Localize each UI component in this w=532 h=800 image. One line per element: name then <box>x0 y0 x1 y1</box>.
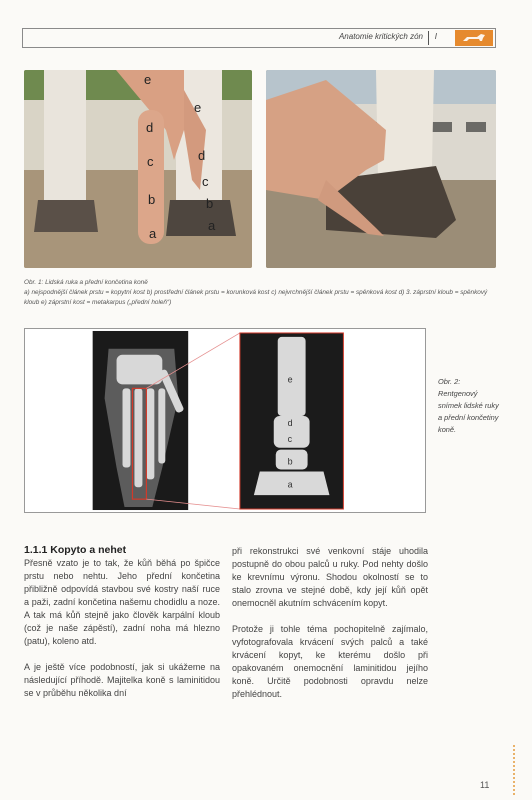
paragraph: Protože ji tohle téma pochopitelně zajímalo, vyfotografovala krvácení svých palců a také krvácení kopyt, ke kterému došlo při opakovaném onemocnění laminitidou jejího koně. Určitě podobnosti opravdu nelze přehlédnout. <box>232 624 428 699</box>
xray-label-a: a <box>287 479 293 490</box>
leg-label-b: b <box>206 196 214 211</box>
xray-label-b: b <box>287 456 293 467</box>
xray-label-d: d <box>287 417 293 428</box>
leg-label-a: a <box>208 218 216 233</box>
paragraph: Přesně vzato je to tak, že kůň běhá po špičce prstu nebo nehtu. Jeho přední končetina přibližně odpovídá stavbou své kostry naší ruce a paži, zadní končetina našemu chodidlu a noze. A tak má kůň stejně jako člověk karpální kloub (což je naše zápěstí), zadní noha má hlezno (patu), koleno atd. <box>24 558 220 646</box>
photo-hand-and-horse-leg <box>24 70 252 268</box>
finger-label-c: c <box>147 154 154 169</box>
xray-label-c: c <box>287 433 293 444</box>
page-number: 11 <box>480 780 490 790</box>
text-column-left <box>24 557 220 713</box>
figure-1-caption-title: Obr. 1: Lidská ruka a přední končetina koně <box>24 279 148 286</box>
figure-1-caption-body: a) nejspodnější článek prstu = kopytní kost b) prostřední článek prstu = korunková kost c) nejvrchnější článek prstu = spěnková kost d) 3. záprstní kloub = spěnkový kloub e) záprstní kost = metakarpus („přední holeň“) <box>24 289 488 306</box>
xray-label-e: e <box>287 374 293 385</box>
finger-label-d: d <box>146 120 154 135</box>
leg-label-c: c <box>202 174 209 189</box>
section-heading: 1.1.1 Kopyto a nehet <box>24 544 127 556</box>
paragraph: A je ještě více podobností, jak si ukážeme na následující příhodě. Majitelka koně s laminitidou se v průběhu několika dní <box>24 662 220 698</box>
running-header <box>22 28 496 48</box>
paragraph: při rekonstrukci své venkovní stáje uhodila postupně do obou palců u ruky. Pod nehty došlo ke krevnímu výronu. Shodou okolností se to stalo zrovna ve stejné době, kdy její kůň opět onemocněl akutním schvácením kopyt. <box>232 546 428 608</box>
decorative-dots <box>513 745 515 795</box>
finger-label-e: e <box>144 72 152 87</box>
figure-2-caption: Obr. 2: Rentgenový snímek lidské ruky a přední končetiny koně. <box>438 377 499 434</box>
header-section-number: I <box>434 32 437 41</box>
finger-label-b: b <box>148 192 156 207</box>
photo-finger-on-hoof <box>266 70 496 268</box>
text-column-right <box>232 545 428 714</box>
figure-1-caption <box>24 278 498 308</box>
leg-label-e: e <box>194 100 202 115</box>
header-divider <box>428 31 429 45</box>
xray-figure <box>24 328 426 513</box>
header-title: Anatomie kritických zón <box>338 32 423 41</box>
horse-logo-icon <box>455 30 493 46</box>
leg-label-d: d <box>198 148 206 163</box>
finger-label-a: a <box>149 226 157 241</box>
